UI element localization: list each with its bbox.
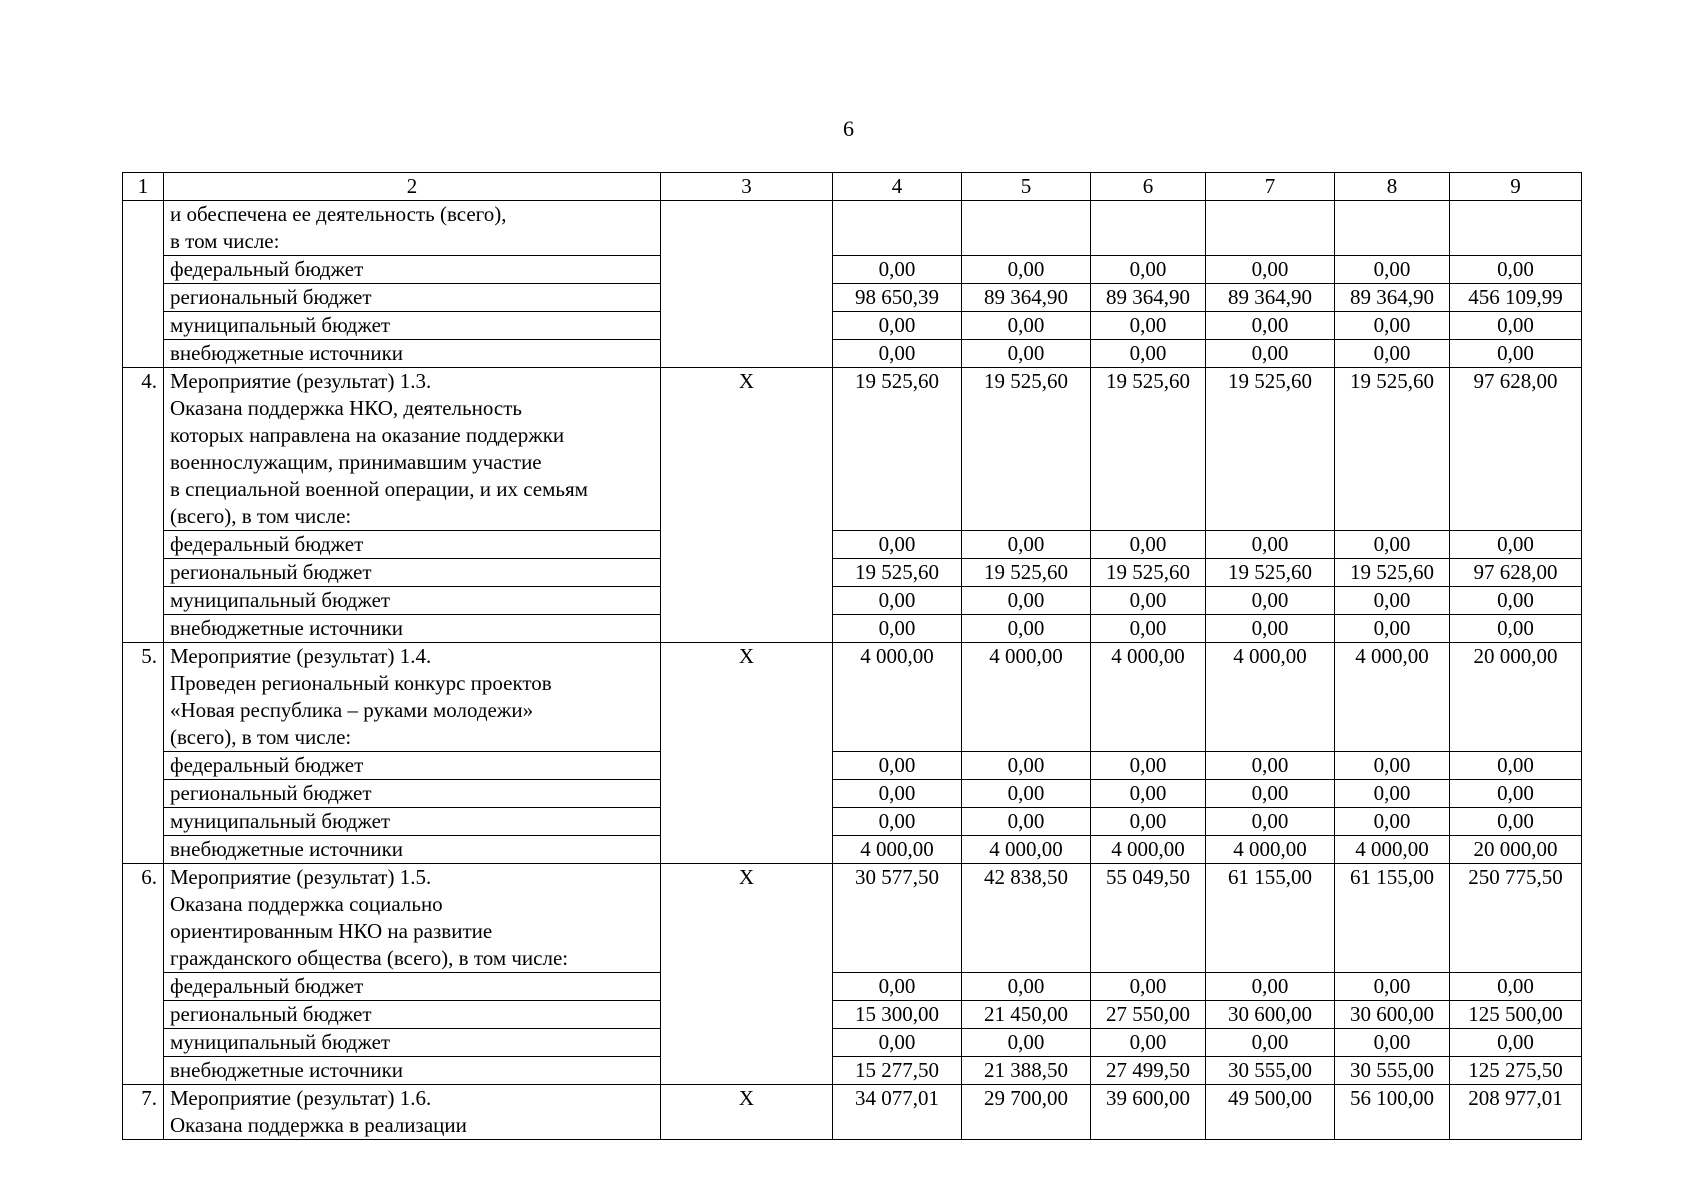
funding-value-cell: 19 525,60 — [1335, 559, 1450, 587]
funding-value-cell: 4 000,00 — [1335, 836, 1450, 864]
funding-source-row — [123, 559, 1582, 587]
funding-value-cell: 0,00 — [1450, 973, 1582, 1001]
funding-value-cell: 0,00 — [1206, 780, 1335, 808]
event-total-row — [123, 864, 1582, 973]
funding-source-row — [123, 836, 1582, 864]
funding-value-cell: 30 555,00 — [1335, 1057, 1450, 1085]
funding-value-cell: 0,00 — [833, 752, 962, 780]
funding-value-cell: 19 525,60 — [1091, 559, 1206, 587]
funding-value-cell: 0,00 — [833, 1029, 962, 1057]
funding-value-cell: 27 499,50 — [1091, 1057, 1206, 1085]
funding-value-cell: 4 000,00 — [1091, 836, 1206, 864]
funding-value-cell: 0,00 — [833, 587, 962, 615]
column-number-cell: 3 — [661, 173, 833, 201]
event-index-cell — [123, 201, 164, 368]
event-title-cell — [164, 368, 661, 531]
funding-source-label: внебюджетные источники — [164, 615, 661, 643]
funding-value-cell: 27 550,00 — [1091, 1001, 1206, 1029]
event-total-value-cell: 20 000,00 — [1450, 643, 1582, 752]
event-title-line: в том числе: — [170, 229, 280, 253]
funding-value-cell: 0,00 — [1335, 312, 1450, 340]
event-total-value-cell: 61 155,00 — [1335, 864, 1450, 973]
funding-value-cell: 30 600,00 — [1335, 1001, 1450, 1029]
funding-value-cell: 0,00 — [833, 780, 962, 808]
event-title-line: Проведен региональный конкурс проектов — [170, 671, 552, 695]
funding-value-cell: 0,00 — [1206, 587, 1335, 615]
funding-value-cell: 0,00 — [1335, 808, 1450, 836]
funding-value-cell: 89 364,90 — [1335, 284, 1450, 312]
event-total-row — [123, 1085, 1582, 1140]
funding-value-cell: 19 525,60 — [833, 559, 962, 587]
event-total-value-cell: 19 525,60 — [1206, 368, 1335, 531]
event-title-line: Мероприятие (результат) 1.4. — [170, 644, 432, 668]
funding-value-cell: 0,00 — [1335, 780, 1450, 808]
funding-value-cell: 0,00 — [962, 615, 1091, 643]
column-number-cell: 9 — [1450, 173, 1582, 201]
funding-source-row — [123, 1057, 1582, 1085]
event-total-value-cell: 19 525,60 — [1091, 368, 1206, 531]
event-title-line: которых направлена на оказание поддержки — [170, 423, 565, 447]
funding-value-cell: 456 109,99 — [1450, 284, 1582, 312]
event-title-line: Оказана поддержка НКО, деятельность — [170, 396, 522, 420]
event-title-cell — [164, 201, 661, 256]
funding-source-row — [123, 1029, 1582, 1057]
column-number-cell: 6 — [1091, 173, 1206, 201]
funding-value-cell: 98 650,39 — [833, 284, 962, 312]
funding-value-cell: 0,00 — [1206, 531, 1335, 559]
funding-value-cell: 4 000,00 — [962, 836, 1091, 864]
empty-value-cell — [1206, 201, 1335, 256]
funding-value-cell: 0,00 — [1091, 752, 1206, 780]
funding-source-row — [123, 340, 1582, 368]
event-title-line: «Новая республика – руками молодежи» — [170, 698, 534, 722]
funding-value-cell: 0,00 — [1091, 1029, 1206, 1057]
event-index-cell: 5. — [123, 643, 164, 864]
funding-value-cell: 15 300,00 — [833, 1001, 962, 1029]
funding-source-label: муниципальный бюджет — [164, 587, 661, 615]
funding-value-cell: 21 388,50 — [962, 1057, 1091, 1085]
funding-value-cell: 0,00 — [1335, 615, 1450, 643]
event-title-line: военнослужащим, принимавшим участие — [170, 450, 542, 474]
funding-value-cell: 125 500,00 — [1450, 1001, 1582, 1029]
empty-value-cell — [962, 201, 1091, 256]
funding-value-cell: 0,00 — [1335, 587, 1450, 615]
funding-value-cell: 0,00 — [1335, 340, 1450, 368]
event-total-value-cell: 19 525,60 — [962, 368, 1091, 531]
event-title-line: Оказана поддержка в реализации — [170, 1113, 467, 1137]
funding-source-row — [123, 808, 1582, 836]
event-title-line: (всего), в том числе: — [170, 504, 352, 528]
funding-source-row — [123, 587, 1582, 615]
page-number: 6 — [843, 116, 854, 141]
event-title-cell — [164, 643, 661, 752]
funding-source-row — [123, 780, 1582, 808]
funding-value-cell: 0,00 — [1206, 615, 1335, 643]
funding-source-label: внебюджетные источники — [164, 836, 661, 864]
funding-source-row — [123, 284, 1582, 312]
funding-value-cell: 0,00 — [1450, 531, 1582, 559]
funding-value-cell: 20 000,00 — [1450, 836, 1582, 864]
column-number-cell: 1 — [123, 173, 164, 201]
empty-value-cell — [1335, 201, 1450, 256]
funding-value-cell: 0,00 — [962, 780, 1091, 808]
event-mark-cell: Х — [661, 864, 833, 1085]
funding-value-cell: 0,00 — [1091, 340, 1206, 368]
column-number-cell: 2 — [164, 173, 661, 201]
event-title-line: в специальной военной операции, и их семьям — [170, 477, 588, 501]
event-total-value-cell: 4 000,00 — [1091, 643, 1206, 752]
event-total-value-cell: 42 838,50 — [962, 864, 1091, 973]
column-number-row — [123, 173, 1582, 201]
funding-value-cell: 89 364,90 — [962, 284, 1091, 312]
event-mark-cell: Х — [661, 1085, 833, 1140]
funding-source-label: федеральный бюджет — [164, 973, 661, 1001]
event-total-value-cell: 208 977,01 — [1450, 1085, 1582, 1140]
event-title-line: Мероприятие (результат) 1.3. — [170, 369, 432, 393]
funding-value-cell: 0,00 — [1091, 587, 1206, 615]
funding-source-label: муниципальный бюджет — [164, 312, 661, 340]
event-total-value-cell: 29 700,00 — [962, 1085, 1091, 1140]
funding-value-cell: 0,00 — [1450, 615, 1582, 643]
funding-source-row — [123, 531, 1582, 559]
event-total-row — [123, 201, 1582, 256]
funding-source-label: внебюджетные источники — [164, 340, 661, 368]
column-number-cell: 4 — [833, 173, 962, 201]
funding-value-cell: 0,00 — [1335, 1029, 1450, 1057]
funding-value-cell: 4 000,00 — [1206, 836, 1335, 864]
funding-value-cell: 0,00 — [962, 531, 1091, 559]
empty-value-cell — [833, 201, 962, 256]
funding-value-cell: 30 555,00 — [1206, 1057, 1335, 1085]
funding-value-cell: 0,00 — [962, 808, 1091, 836]
funding-value-cell: 0,00 — [1091, 973, 1206, 1001]
event-total-value-cell: 19 525,60 — [833, 368, 962, 531]
funding-value-cell: 0,00 — [962, 973, 1091, 1001]
funding-value-cell: 0,00 — [1091, 256, 1206, 284]
funding-value-cell: 0,00 — [962, 256, 1091, 284]
funding-source-label: федеральный бюджет — [164, 256, 661, 284]
funding-value-cell: 97 628,00 — [1450, 559, 1582, 587]
funding-value-cell: 0,00 — [1450, 312, 1582, 340]
funding-value-cell: 125 275,50 — [1450, 1057, 1582, 1085]
event-title-line: Оказана поддержка социально — [170, 892, 443, 916]
funding-value-cell: 0,00 — [1450, 340, 1582, 368]
funding-value-cell: 0,00 — [1450, 1029, 1582, 1057]
event-index-cell: 7. — [123, 1085, 164, 1140]
funding-value-cell: 0,00 — [833, 531, 962, 559]
funding-value-cell: 0,00 — [962, 587, 1091, 615]
funding-value-cell: 0,00 — [1206, 973, 1335, 1001]
event-title-line: (всего), в том числе: — [170, 725, 352, 749]
event-total-value-cell: 55 049,50 — [1091, 864, 1206, 973]
event-total-value-cell: 250 775,50 — [1450, 864, 1582, 973]
event-total-value-cell: 39 600,00 — [1091, 1085, 1206, 1140]
funding-value-cell: 0,00 — [1091, 312, 1206, 340]
funding-value-cell: 89 364,90 — [1091, 284, 1206, 312]
funding-value-cell: 0,00 — [1450, 752, 1582, 780]
event-title-line: Мероприятие (результат) 1.6. — [170, 1086, 432, 1110]
event-title-line: и обеспечена ее деятельность (всего), — [170, 202, 507, 226]
funding-value-cell: 0,00 — [1335, 531, 1450, 559]
event-mark-cell — [661, 201, 833, 368]
funding-value-cell: 0,00 — [1091, 531, 1206, 559]
column-number-cell: 7 — [1206, 173, 1335, 201]
funding-value-cell: 0,00 — [833, 973, 962, 1001]
event-index-cell: 6. — [123, 864, 164, 1085]
column-number-cell: 5 — [962, 173, 1091, 201]
funding-value-cell: 0,00 — [1335, 973, 1450, 1001]
funding-value-cell: 0,00 — [962, 752, 1091, 780]
funding-value-cell: 21 450,00 — [962, 1001, 1091, 1029]
funding-value-cell: 0,00 — [1335, 256, 1450, 284]
funding-value-cell: 0,00 — [962, 340, 1091, 368]
funding-value-cell: 0,00 — [1206, 752, 1335, 780]
funding-value-cell: 0,00 — [962, 1029, 1091, 1057]
empty-value-cell — [1091, 201, 1206, 256]
funding-value-cell: 0,00 — [1206, 1029, 1335, 1057]
event-total-value-cell: 34 077,01 — [833, 1085, 962, 1140]
funding-value-cell: 4 000,00 — [833, 836, 962, 864]
funding-source-label: региональный бюджет — [164, 559, 661, 587]
funding-source-label: муниципальный бюджет — [164, 1029, 661, 1057]
funding-source-row — [123, 973, 1582, 1001]
event-title-line: ориентированным НКО на развитие — [170, 919, 493, 943]
funding-value-cell: 19 525,60 — [962, 559, 1091, 587]
event-index-cell: 4. — [123, 368, 164, 643]
event-total-value-cell: 4 000,00 — [962, 643, 1091, 752]
funding-value-cell: 0,00 — [833, 615, 962, 643]
event-total-row — [123, 643, 1582, 752]
funding-source-row — [123, 312, 1582, 340]
event-total-value-cell: 4 000,00 — [833, 643, 962, 752]
event-title-line: Мероприятие (результат) 1.5. — [170, 865, 432, 889]
funding-value-cell: 0,00 — [1206, 312, 1335, 340]
event-total-value-cell: 56 100,00 — [1335, 1085, 1450, 1140]
funding-value-cell: 0,00 — [962, 312, 1091, 340]
funding-value-cell: 19 525,60 — [1206, 559, 1335, 587]
funding-source-label: региональный бюджет — [164, 780, 661, 808]
event-total-value-cell: 49 500,00 — [1206, 1085, 1335, 1140]
funding-source-row — [123, 256, 1582, 284]
funding-value-cell: 0,00 — [833, 808, 962, 836]
funding-source-row — [123, 1001, 1582, 1029]
funding-value-cell: 89 364,90 — [1206, 284, 1335, 312]
funding-value-cell: 0,00 — [1091, 808, 1206, 836]
funding-value-cell: 0,00 — [1206, 256, 1335, 284]
funding-value-cell: 0,00 — [1206, 340, 1335, 368]
event-total-value-cell: 30 577,50 — [833, 864, 962, 973]
funding-value-cell: 0,00 — [833, 312, 962, 340]
budget-table — [122, 172, 1582, 1140]
empty-value-cell — [1450, 201, 1582, 256]
event-total-value-cell: 4 000,00 — [1335, 643, 1450, 752]
event-total-value-cell: 61 155,00 — [1206, 864, 1335, 973]
funding-value-cell: 0,00 — [1091, 780, 1206, 808]
event-total-row — [123, 368, 1582, 531]
funding-source-row — [123, 752, 1582, 780]
funding-source-label: региональный бюджет — [164, 284, 661, 312]
funding-source-row — [123, 615, 1582, 643]
funding-value-cell: 15 277,50 — [833, 1057, 962, 1085]
funding-value-cell: 0,00 — [1091, 615, 1206, 643]
funding-source-label: региональный бюджет — [164, 1001, 661, 1029]
funding-value-cell: 0,00 — [1450, 808, 1582, 836]
funding-value-cell: 0,00 — [1450, 587, 1582, 615]
funding-value-cell: 0,00 — [833, 256, 962, 284]
funding-source-label: федеральный бюджет — [164, 531, 661, 559]
event-title-cell — [164, 864, 661, 973]
funding-source-label: муниципальный бюджет — [164, 808, 661, 836]
event-total-value-cell: 4 000,00 — [1206, 643, 1335, 752]
funding-source-label: федеральный бюджет — [164, 752, 661, 780]
column-number-cell: 8 — [1335, 173, 1450, 201]
funding-source-label: внебюджетные источники — [164, 1057, 661, 1085]
funding-value-cell: 0,00 — [1206, 808, 1335, 836]
event-total-value-cell: 97 628,00 — [1450, 368, 1582, 531]
funding-value-cell: 30 600,00 — [1206, 1001, 1335, 1029]
funding-value-cell: 0,00 — [1335, 752, 1450, 780]
funding-value-cell: 0,00 — [833, 340, 962, 368]
event-mark-cell: Х — [661, 643, 833, 864]
funding-value-cell: 0,00 — [1450, 780, 1582, 808]
funding-value-cell: 0,00 — [1450, 256, 1582, 284]
event-total-value-cell: 19 525,60 — [1335, 368, 1450, 531]
event-title-line: гражданского общества (всего), в том числе: — [170, 946, 569, 970]
event-mark-cell: Х — [661, 368, 833, 643]
event-title-cell — [164, 1085, 661, 1140]
